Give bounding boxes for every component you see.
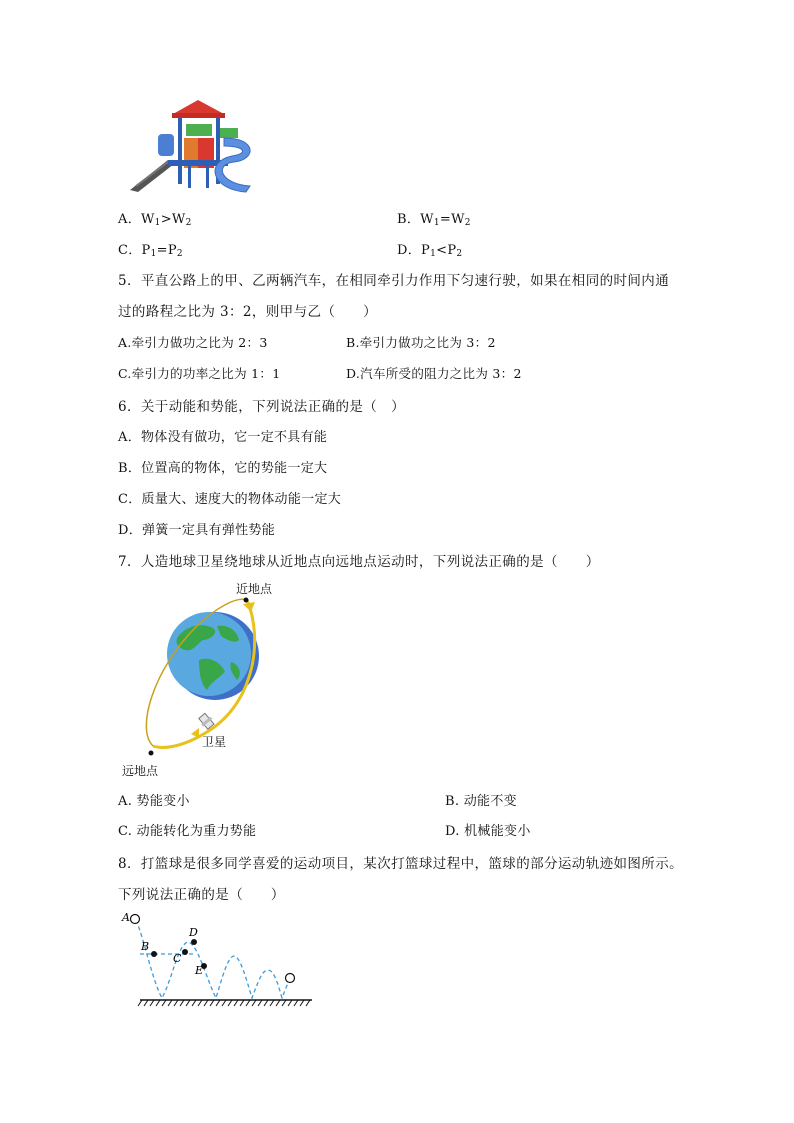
q8-stem-line2: 下列说法正确的是（ ）	[118, 887, 285, 903]
point-label-e: E	[195, 964, 204, 977]
q8-stem-line1: 8．打篮球是很多同学喜爱的运动项目，某次打篮球过程中，篮球的部分运动轨迹如图所示。	[118, 856, 683, 872]
q7-option-a: A. 势能变小	[118, 794, 190, 809]
q5-option-c: C.牵引力的功率之比为 1：1	[118, 366, 281, 381]
q5-option-b: B.牵引力做功之比为 3：2	[346, 335, 496, 350]
q7-option-c: C. 动能转化为重力势能	[118, 824, 257, 839]
q7-satellite-label: 卫星	[202, 735, 227, 749]
q6-option-c: C．质量大、速度大的物体动能一定大	[118, 492, 342, 507]
q7-apogee-label: 远地点	[122, 764, 159, 778]
point-label-a: A	[122, 911, 130, 924]
q7-stem: 7．人造地球卫星绕地球从近地点向远地点运动时，下列说法正确的是（ ）	[118, 554, 600, 570]
q5-stem-line2: 过的路程之比为 3：2，则甲与乙（ ）	[118, 304, 377, 320]
q6-option-d: D．弹簧一定具有弹性势能	[118, 523, 276, 538]
satellite-orbit-figure	[115, 578, 285, 778]
q4-option-b: B．$W_1=W_2$	[397, 212, 471, 228]
basketball-trajectory-figure	[118, 908, 318, 1012]
q6-stem: 6．关于动能和势能，下列说法正确的是（ ）	[118, 399, 405, 415]
q4-option-a: A．$W_1>W_2$	[118, 212, 192, 228]
playground-slide-figure	[128, 98, 258, 194]
q6-option-a: A．物体没有做功，它一定不具有能	[118, 430, 328, 445]
q5-stem-line1: 5．平直公路上的甲、乙两辆汽车，在相同牵引力作用下匀速行驶，如果在相同的时间内通	[118, 273, 670, 289]
q5-option-a: A.牵引力做功之比为 2：3	[118, 335, 268, 350]
point-label-b: B	[141, 940, 150, 953]
q6-option-b: B．位置高的物体，它的势能一定大	[118, 461, 328, 476]
q7-option-d: D. 机械能变小	[445, 824, 531, 839]
point-label-d: D	[189, 926, 198, 939]
q4-option-d: D．$P_1<P_2$	[397, 243, 463, 259]
q7-perigee-label: 近地点	[236, 582, 273, 596]
point-label-c: C	[173, 952, 182, 965]
q5-option-d: D.汽车所受的阻力之比为 3：2	[346, 366, 522, 381]
q7-option-b: B. 动能不变	[445, 794, 517, 809]
q4-option-c: C．$P_1=P_2$	[118, 243, 183, 259]
